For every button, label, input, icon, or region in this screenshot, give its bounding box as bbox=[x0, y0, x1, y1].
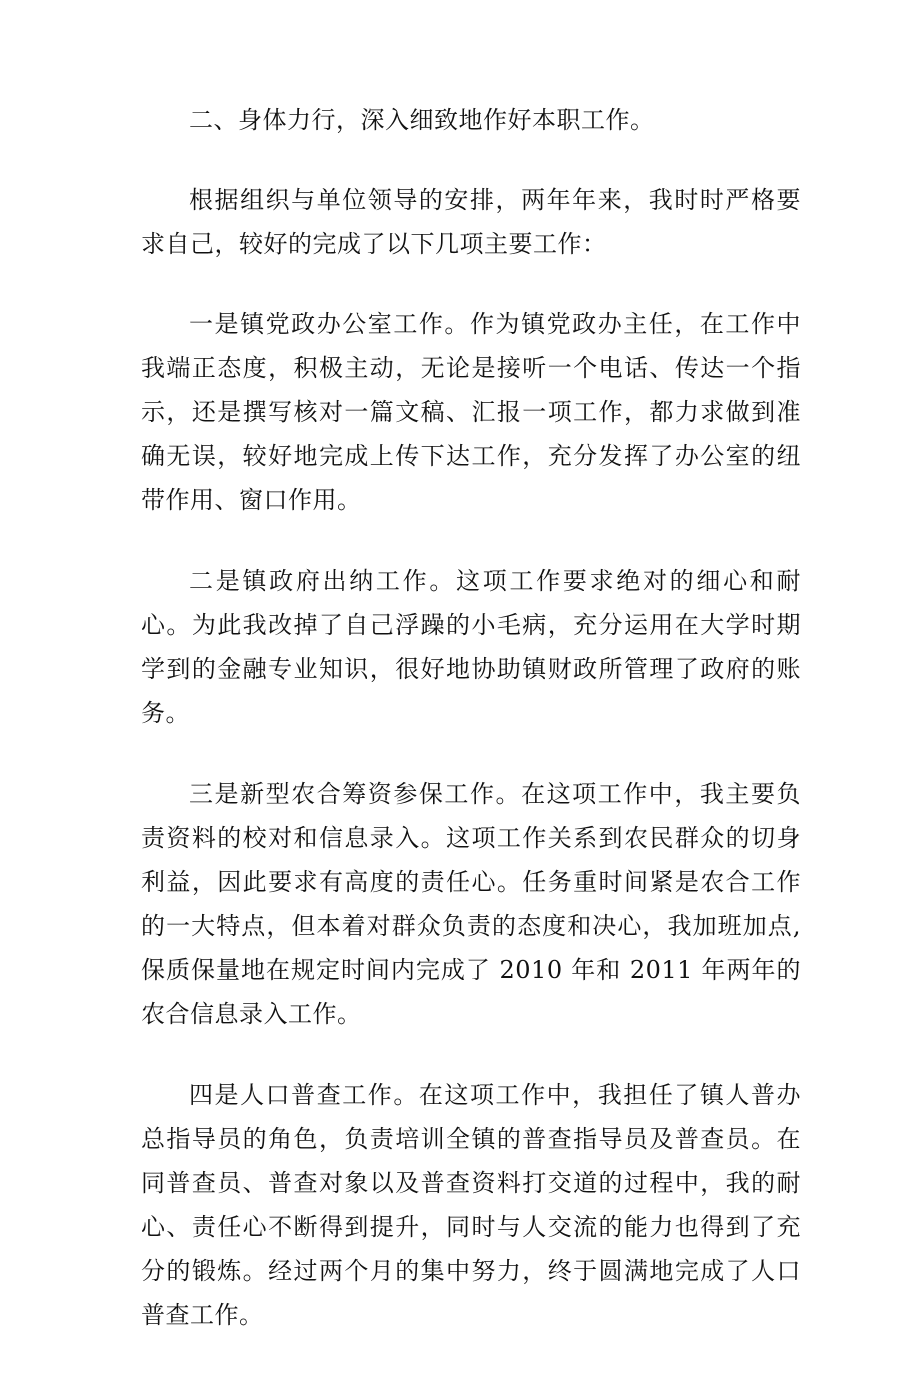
document-page bbox=[141, 98, 801, 1374]
section-heading: 二、身体力行，深入细致地作好本职工作。 bbox=[189, 106, 655, 134]
paragraph-office-work: 一是镇党政办公室工作。作为镇党政办主任，在工作中我端正态度，积极主动，无论是接听一个电话、传达一个指示，还是撰写核对一篇文稿、汇报一项工作，都力求做到准确无误，较好地完成上传下达工作，充分发挥了办公室的纽带作用、窗口作用。 bbox=[141, 310, 801, 514]
paragraph-census-work: 四是人口普查工作。在这项工作中，我担任了镇人普办总指导员的角色，负责培训全镇的普查指导员及普查员。在同普查员、普查对象以及普查资料打交道的过程中，我的耐心、责任心不断得到提升，同时与人交流的能力也得到了充分的锻炼。经过两个月的集中努力，终于圆满地完成了人口普查工作。 bbox=[141, 1081, 801, 1329]
paragraph-cashier-work: 二是镇政府出纳工作。这项工作要求绝对的细心和耐心。为此我改掉了自己浮躁的小毛病，充分运用在大学时期学到的金融专业知识，很好地协助镇财政所管理了政府的账务。 bbox=[141, 567, 801, 727]
paragraph-insurance-work: 三是新型农合筹资参保工作。在这项工作中，我主要负责资料的校对和信息录入。这项工作关系到农民群众的切身利益，因此要求有高度的责任心。任务重时间紧是农合工作的一大特点，但本着对群众负责的态度和决心，我加班加点,保质保量地在规定时间内完成了 2010 年和 2011 年两年的农合信息录入工作。 bbox=[141, 780, 801, 1028]
intro-paragraph: 根据组织与单位领导的安排，两年年来，我时时严格要求自己，较好的完成了以下几项主要工作： bbox=[141, 186, 801, 258]
